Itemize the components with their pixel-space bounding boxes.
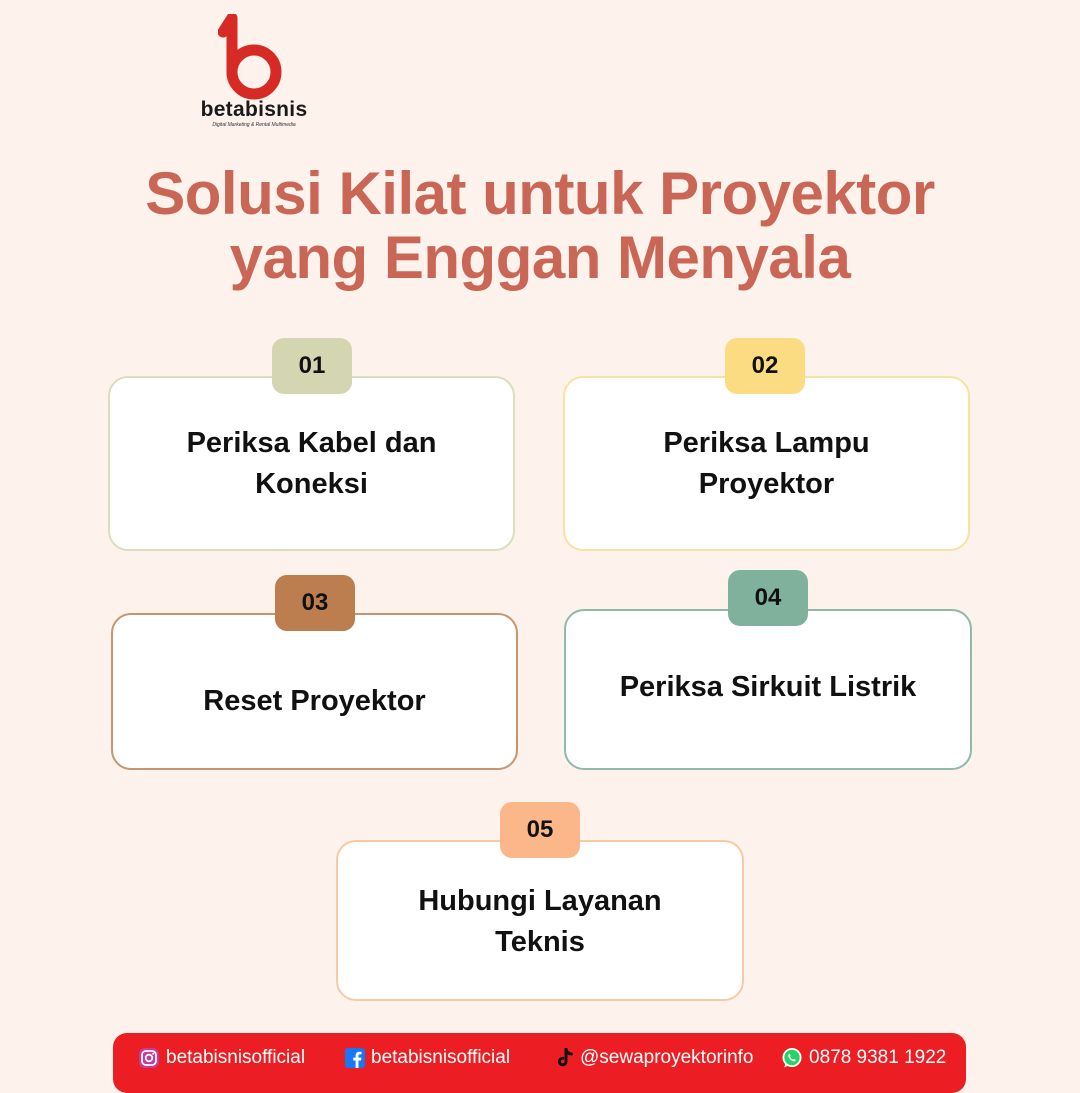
step-card-5 (336, 840, 744, 1001)
step-number-badge: 02 (725, 338, 805, 394)
step-label: Hubungi Layanan Teknis (418, 884, 662, 958)
social-footer (113, 1033, 966, 1093)
logo-mark-icon (218, 14, 290, 100)
title-line-1: Solusi Kilat untuk Proyektor (145, 160, 935, 227)
step-card-2 (563, 376, 970, 551)
instagram-handle: betabisnisofficial (166, 1047, 306, 1068)
step-label: Periksa Kabel dan Koneksi (186, 426, 437, 500)
step-number-badge: 05 (500, 802, 580, 858)
whatsapp-link[interactable] (781, 1045, 946, 1071)
step-number-badge: 03 (275, 575, 355, 631)
tiktok-handle: @sewaproyektorinfo (580, 1047, 754, 1068)
instagram-icon (138, 1047, 160, 1069)
instagram-link[interactable] (138, 1045, 305, 1071)
brand-tagline: Digital Marketing & Rental Multimedia (212, 122, 296, 128)
brand-logo (196, 14, 312, 130)
facebook-icon (345, 1048, 365, 1068)
step-label: Periksa Sirkuit Listrik (619, 671, 917, 703)
tiktok-icon (556, 1048, 574, 1068)
step-label: Reset Proyektor (203, 685, 426, 717)
brand-name: betabisnis (200, 98, 308, 121)
facebook-handle: betabisnisofficial (371, 1047, 511, 1068)
step-card-1 (108, 376, 515, 551)
title-line-2: yang Enggan Menyala (229, 224, 851, 291)
step-card-3 (111, 613, 518, 770)
tiktok-link[interactable] (556, 1045, 753, 1071)
whatsapp-number: 0878 9381 1922 (809, 1047, 947, 1068)
step-card-4 (564, 609, 972, 770)
whatsapp-icon (781, 1047, 803, 1069)
step-number-badge: 04 (728, 570, 808, 626)
step-label: Periksa Lampu Proyektor (663, 426, 870, 500)
page-title (40, 162, 1040, 290)
step-number-badge: 01 (272, 338, 352, 394)
facebook-link[interactable] (345, 1045, 510, 1071)
